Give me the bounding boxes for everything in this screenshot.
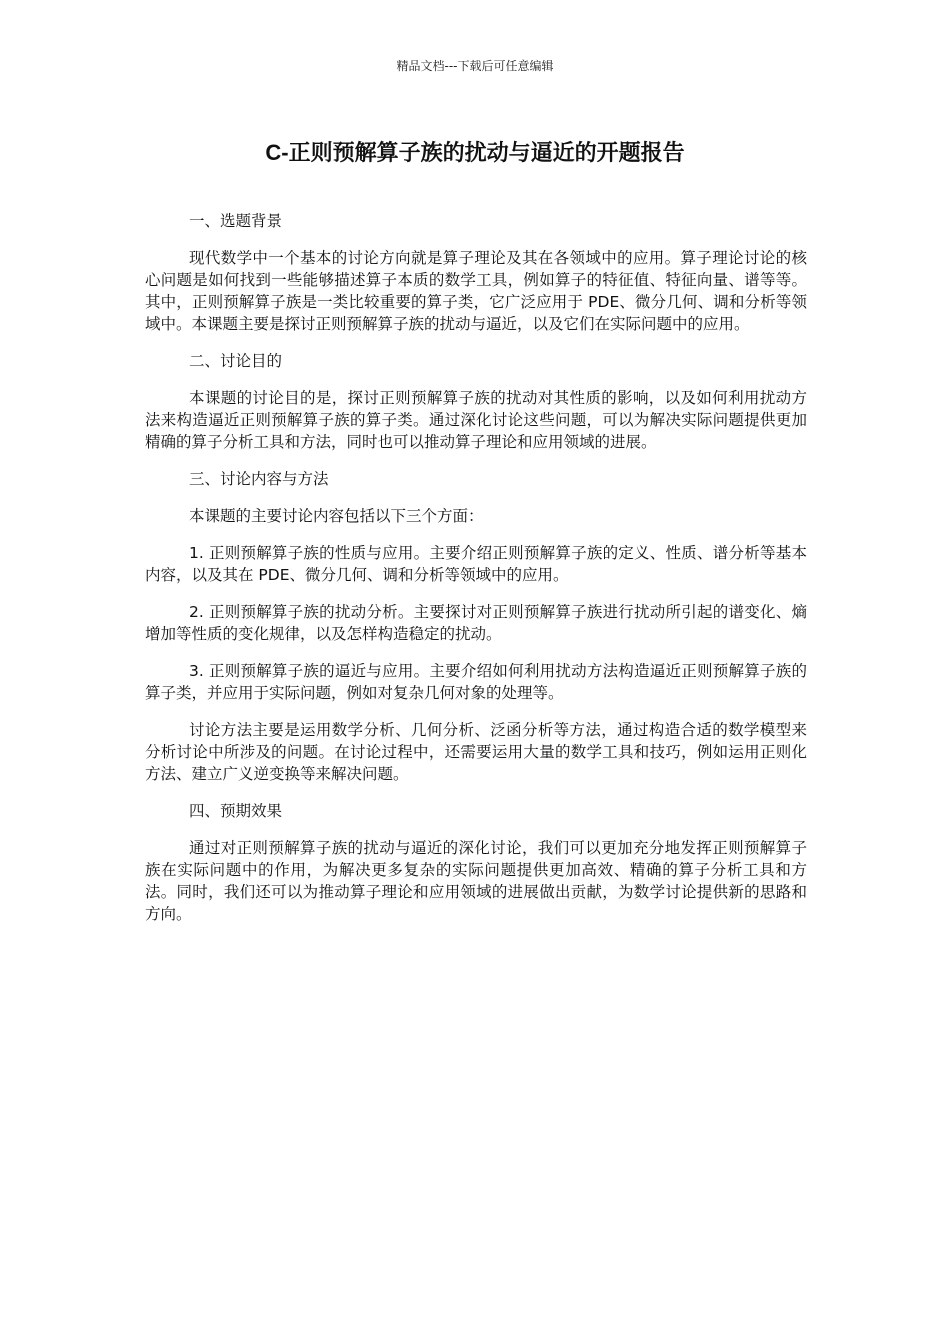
section-heading: 二、讨论目的 <box>189 352 283 370</box>
section-heading: 一、选题背景 <box>189 212 283 230</box>
document-body <box>145 210 807 940</box>
page-header: 精品文档---下载后可任意编辑 <box>396 59 554 73</box>
section-background <box>145 210 807 335</box>
list-item: 2. 正则预解算子族的扰动分析。主要探讨对正则预解算子族进行扰动所引起的谱变化、熵增加等性质的变化规律，以及怎样构造稳定的扰动。 <box>145 603 807 643</box>
list-item: 1. 正则预解算子族的性质与应用。主要介绍正则预解算子族的定义、性质、谱分析等基本内容，以及其在 PDE、微分几何、调和分析等领域中的应用。 <box>145 544 807 584</box>
paragraph: 讨论方法主要是运用数学分析、几何分析、泛函分析等方法，通过构造合适的数学模型来分析讨论中所涉及的问题。在讨论过程中，还需要运用大量的数学工具和技巧，例如运用正则化方法、建立广义逆变换等来解决问题。 <box>145 721 807 783</box>
paragraph: 现代数学中一个基本的讨论方向就是算子理论及其在各领域中的应用。算子理论讨论的核心问题是如何找到一些能够描述算子本质的数学工具，例如算子的特征值、特征向量、谱等等。其中，正则预解算子族是一类比较重要的算子类，它广泛应用于 PDE、微分几何、调和分析等领域中。本课题主要是探讨正则预解算子族的扰动与逼近，以及它们在实际问题中的应用。 <box>145 249 807 333</box>
section-heading: 四、预期效果 <box>189 802 283 820</box>
paragraph: 通过对正则预解算子族的扰动与逼近的深化讨论，我们可以更加充分地发挥正则预解算子族在实际问题中的作用，为解决更多复杂的实际问题提供更加高效、精确的算子分析工具和方法。同时，我们还可以为推动算子理论和应用领域的进展做出贡献，为数学讨论提供新的思路和方向。 <box>145 839 807 923</box>
document-title: C-正则预解算子族的扰动与逼近的开题报告 <box>265 140 685 165</box>
section-heading: 三、讨论内容与方法 <box>189 470 329 488</box>
section-content-and-methods <box>145 468 807 785</box>
paragraph: 本课题的讨论目的是，探讨正则预解算子族的扰动对其性质的影响，以及如何利用扰动方法来构造逼近正则预解算子族的算子类。通过深化讨论这些问题，可以为解决实际问题提供更加精确的算子分析工具和方法，同时也可以推动算子理论和应用领域的进展。 <box>145 389 807 451</box>
paragraph: 本课题的主要讨论内容包括以下三个方面： <box>189 507 484 525</box>
list-item: 3. 正则预解算子族的逼近与应用。主要介绍如何利用扰动方法构造逼近正则预解算子族的算子类，并应用于实际问题，例如对复杂几何对象的处理等。 <box>145 662 807 702</box>
section-purpose <box>145 350 807 453</box>
section-expected-results <box>145 800 807 925</box>
